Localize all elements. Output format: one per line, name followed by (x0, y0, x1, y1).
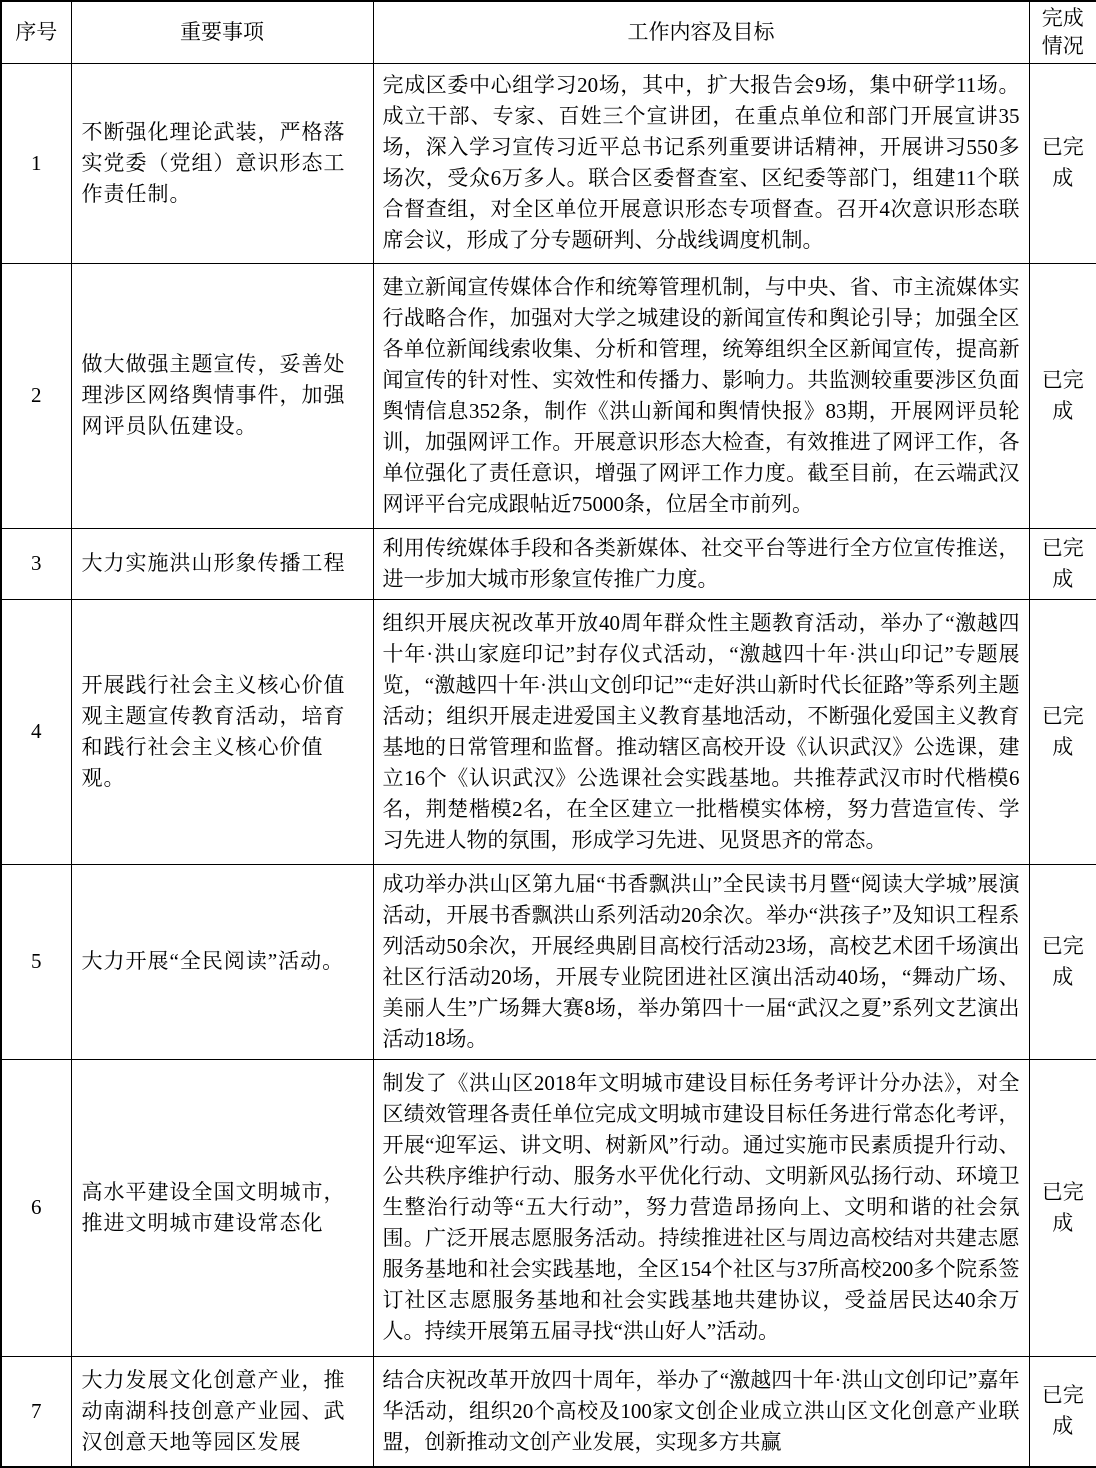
row-content: 完成区委中心组学习20场，其中，扩大报告会9场，集中研学11场。成立干部、专家、百姓三个宣讲团，在重点单位和部门开展宣讲35场，深入学习宣传习近平总书记系列重要讲话精神，开展讲习550多场次，受众6万多人。联合区委督查室、区纪委等部门，组建11个联合督查组，对全区单位开展意识形态专项督查。召开4次意识形态联席会议，形成了分专题研判、分战线调度机制。 (373, 63, 1029, 263)
row-serial: 7 (1, 1356, 71, 1467)
row-serial: 1 (1, 63, 71, 263)
row-content: 制发了《洪山区2018年文明城市建设目标任务考评计分办法》，对全区绩效管理各责任单位完成文明城市建设目标任务进行常态化考评，开展“迎军运、讲文明、树新风”行动。通过实施市民素质提升行动、公共秩序维护行动、服务水平优化行动、文明新风弘扬行动、环境卫生整治行动等“五大行动”，努力营造昂扬向上、文明和谐的社会氛围。广泛开展志愿服务活动。持续推进社区与周边高校结对共建志愿服务基地和社会实践基地，全区154个社区与37所高校200多个院系签订社区志愿服务基地和社会实践基地共建协议，受益居民达40余万人。持续开展第五届寻找“洪山好人”活动。 (373, 1059, 1029, 1356)
table-row (1, 1059, 1096, 1356)
row-status: 已完成 (1029, 864, 1096, 1059)
row-status: 已完成 (1029, 528, 1096, 599)
row-item: 大力实施洪山形象传播工程 (71, 528, 373, 599)
row-content: 利用传统媒体手段和各类新媒体、社交平台等进行全方位宣传推送，进一步加大城市形象宣传推广力度。 (373, 528, 1029, 599)
row-item: 高水平建设全国文明城市，推进文明城市建设常态化 (71, 1059, 373, 1356)
row-serial: 5 (1, 864, 71, 1059)
row-content: 结合庆祝改革开放四十周年，举办了“激越四十年·洪山文创印记”嘉年华活动，组织20个高校及100家文创企业成立洪山区文化创意产业联盟，创新推动文创产业发展，实现多方共赢 (373, 1356, 1029, 1467)
header-work-content: 工作内容及目标 (373, 1, 1029, 63)
row-content: 建立新闻宣传媒体合作和统筹管理机制，与中央、省、市主流媒体实行战略合作，加强对大学之城建设的新闻宣传和舆论引导；加强全区各单位新闻线索收集、分析和管理，统筹组织全区新闻宣传，提高新闻宣传的针对性、实效性和传播力、影响力。共监测较重要涉区负面舆情信息352条，制作《洪山新闻和舆情快报》83期，开展网评员轮训，加强网评工作。开展意识形态大检查，有效推进了网评工作，各单位强化了责任意识，增强了网评工作力度。截至目前，在云端武汉网评平台完成跟帖近75000条，位居全市前列。 (373, 263, 1029, 528)
table-row (1, 599, 1096, 864)
row-status: 已完成 (1029, 63, 1096, 263)
row-serial: 4 (1, 599, 71, 864)
row-serial: 2 (1, 263, 71, 528)
table-row (1, 1356, 1096, 1467)
row-content: 成功举办洪山区第九届“书香飘洪山”全民读书月暨“阅读大学城”展演活动，开展书香飘洪山系列活动20余次。举办“洪孩子”及知识工程系列活动50余次，开展经典剧目高校行活动23场，高校艺术团千场演出社区行活动20场，开展专业院团进社区演出活动40场，“舞动广场、美丽人生”广场舞大赛8场，举办第四十一届“武汉之夏”系列文艺演出活动18场。 (373, 864, 1029, 1059)
header-row (1, 1, 1096, 63)
row-status: 已完成 (1029, 263, 1096, 528)
table-row (1, 63, 1096, 263)
row-item: 不断强化理论武装，严格落实党委（党组）意识形态工作责任制。 (71, 63, 373, 263)
row-item: 开展践行社会主义核心价值观主题宣传教育活动，培育和践行社会主义核心价值观。 (71, 599, 373, 864)
header-serial-number: 序号 (1, 1, 71, 63)
row-item: 做大做强主题宣传，妥善处理涉区网络舆情事件，加强网评员队伍建设。 (71, 263, 373, 528)
row-item: 大力开展“全民阅读”活动。 (71, 864, 373, 1059)
header-important-matters: 重要事项 (71, 1, 373, 63)
row-content: 组织开展庆祝改革开放40周年群众性主题教育活动，举办了“激越四十年·洪山家庭印记”封存仪式活动，“激越四十年·洪山印记”专题展览，“激越四十年·洪山文创印记”“走好洪山新时代长征路”等系列主题活动；组织开展走进爱国主义教育基地活动，不断强化爱国主义教育基地的日常管理和监督。推动辖区高校开设《认识武汉》公选课，建立16个《认识武汉》公选课社会实践基地。共推荐武汉市时代楷模6名，荆楚楷模2名，在全区建立一批楷模实体榜，努力营造宣传、学习先进人物的氛围，形成学习先进、见贤思齐的常态。 (373, 599, 1029, 864)
table-row (1, 263, 1096, 528)
header-completion-status: 完成情况 (1029, 1, 1096, 63)
row-item: 大力发展文化创意产业，推动南湖科技创意产业园、武汉创意天地等园区发展 (71, 1356, 373, 1467)
row-status: 已完成 (1029, 1356, 1096, 1467)
row-status: 已完成 (1029, 1059, 1096, 1356)
table-row (1, 528, 1096, 599)
table-row (1, 864, 1096, 1059)
row-status: 已完成 (1029, 599, 1096, 864)
row-serial: 6 (1, 1059, 71, 1356)
row-serial: 3 (1, 528, 71, 599)
